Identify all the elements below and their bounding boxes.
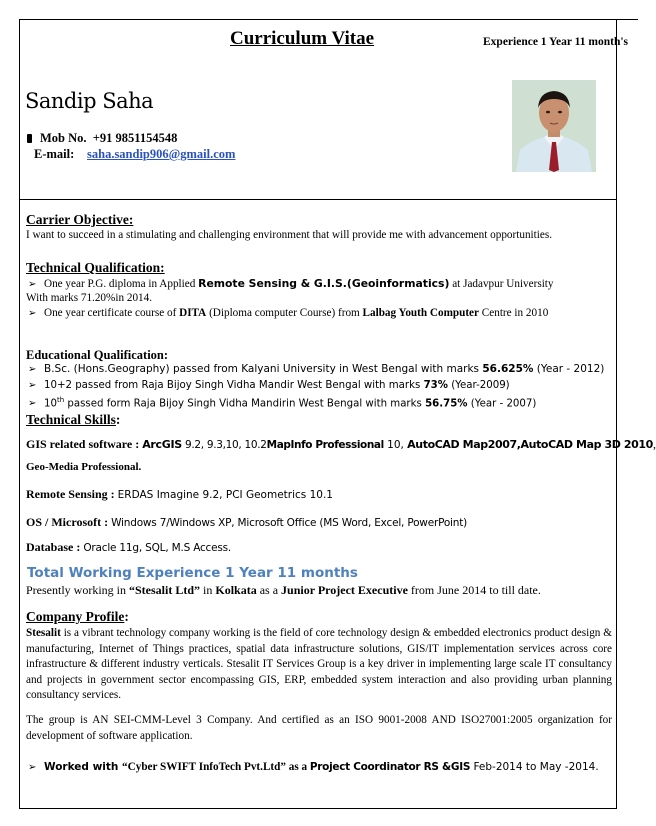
- arrow-bullet-icon: ➢: [28, 279, 37, 290]
- header-divider: [19, 199, 616, 200]
- bottom-border: [19, 808, 616, 809]
- mobile-label: Mob No.: [40, 131, 87, 145]
- previous-position-line: [28, 759, 599, 774]
- mobile-number: +91 9851154548: [92, 131, 178, 145]
- previous-position-mid: as a: [285, 761, 310, 773]
- tech-qual-item-1: [28, 277, 554, 290]
- previous-role: Project Coordinator RS &GIS: [309, 761, 471, 773]
- os-value: Windows 7/Windows XP, Microsoft Office (MS Word, Excel, PowerPoint): [111, 517, 468, 529]
- mobile-phone-icon: [27, 134, 32, 143]
- database-value: Oracle 11g, SQL, M.S Access.: [83, 542, 232, 554]
- current-city: Kolkata: [215, 583, 257, 597]
- email-link[interactable]: saha.sandip906@gmail.com: [87, 147, 236, 161]
- company-name-bold: Stesalit: [26, 627, 61, 639]
- tech-qual-item-2-bold: DITA: [179, 307, 207, 319]
- technical-skills-heading-line: Technical Skills:: [26, 412, 121, 427]
- profile-photo: [512, 80, 596, 172]
- total-experience-heading: Total Working Experience 1 Year 11 months: [27, 565, 358, 581]
- gis-label: GIS related software :: [26, 437, 143, 451]
- current-position-line: [26, 583, 541, 598]
- database-label: Database :: [26, 540, 84, 554]
- company-profile-text: is a vibrant technology company working is the field of core technology design & embedded electronics product design & manufacturing, Internet of Things practices, spatial data infrastructure solutions, GIS/IT implementation services across core infrastructure & different industry verticals. Stesalit IT Services Group is a key driver in implementing large scale IT consultancy and projects in government sector encompassing GIS, ERP, embedded system interaction and also providing urban planning consultancy services.: [26, 627, 612, 701]
- gis-versions: 9.2, 9.3,10, 10.2: [181, 439, 267, 451]
- tech-qual-item-2-post: Centre in 2010: [479, 307, 549, 319]
- current-position-pre: Presently working in: [26, 583, 129, 597]
- arrow-bullet-icon: ➢: [28, 364, 37, 375]
- edu-item-1-marks: 56.625%: [482, 363, 534, 375]
- gis-software-line: [26, 437, 656, 452]
- edu-item-1: [28, 363, 604, 375]
- edu-item-3-text: passed form Raja Bijoy Singh Vidha Mandirin West Bengal with marks: [64, 398, 426, 410]
- arrow-bullet-icon: ➢: [28, 308, 37, 319]
- database-line: [26, 540, 231, 555]
- cv-title: Curriculum Vitae: [230, 28, 375, 49]
- edu-item-2-year: (Year-2009): [447, 380, 510, 391]
- candidate-name: Sandip Saha: [25, 89, 154, 113]
- objective-heading: Carrier Objective:: [26, 212, 134, 227]
- gis-mapinfo-version: 10,: [383, 439, 408, 451]
- edu-item-1-year: (Year - 2012): [533, 363, 605, 375]
- current-company: “Stesalit Ltd”: [129, 583, 201, 597]
- previous-position-dates: Feb-2014 to May -2014.: [470, 761, 599, 773]
- gis-autocad-map: AutoCAD Map2007: [407, 438, 517, 451]
- previous-position-pre: Worked with: [44, 761, 123, 773]
- gis-comma: ,: [652, 437, 656, 451]
- gis-mapinfo: MapInfo Professional: [266, 439, 384, 451]
- current-role: Junior Project Executive: [281, 583, 408, 597]
- current-position-mid1: in: [200, 583, 216, 597]
- tech-qual-item-2-text: One year certificate course of: [44, 307, 180, 319]
- arrow-bullet-icon: ➢: [28, 380, 37, 391]
- educational-qualification-heading: Educational Qualification:: [26, 348, 169, 362]
- remote-sensing-line: [26, 487, 333, 502]
- arrow-bullet-icon: ➢: [28, 762, 37, 773]
- tech-qual-item-1-text: One year P.G. diploma in Applied: [44, 278, 199, 290]
- edu-item-2-text: 10+2 passed from Raja Bijoy Singh Vidha Mandir West Bengal with marks: [44, 380, 424, 391]
- company-profile-heading-line: Company Profile:: [26, 609, 129, 624]
- gis-arcgis: ArcGIS: [142, 438, 182, 451]
- mobile-line: [27, 131, 177, 146]
- email-label: E-mail:: [34, 147, 75, 161]
- tech-qual-item-1-post: at Jadavpur University: [449, 278, 554, 290]
- edu-item-3-sup: th: [56, 396, 65, 404]
- technical-qualification-heading: Technical Qualification:: [26, 260, 165, 275]
- edu-item-2-marks: 73%: [423, 380, 448, 391]
- edu-item-3: [28, 396, 536, 409]
- company-profile-paragraph-2: The group is AN SEI-CMM-Level 3 Company. And certified as an ISO 9001-2008 AND ISO27001:2005 organization for development of software application.: [26, 714, 612, 742]
- edu-item-3-year: (Year - 2007): [467, 398, 537, 410]
- os-label: OS / Microsoft :: [26, 515, 112, 529]
- edu-item-3-marks: 56.75%: [425, 398, 468, 410]
- arrow-bullet-icon: ➢: [28, 398, 37, 410]
- os-microsoft-line: [26, 515, 467, 530]
- current-position-mid2: as a: [256, 583, 282, 597]
- geomedia-line: Geo-Media Professional.: [26, 461, 142, 473]
- company-profile-paragraph-1: [26, 626, 612, 704]
- edu-item-3-pre: 10: [44, 398, 57, 410]
- experience-summary: Experience 1 Year 11 month's: [483, 36, 629, 48]
- technical-skills-heading: Technical Skills: [26, 412, 116, 427]
- gis-autocad-3d: ,AutoCAD Map 3D 2010: [516, 438, 653, 451]
- previous-company: “Cyber SWIFT InfoTech Pvt.Ltd”: [122, 761, 286, 773]
- objective-text: I want to succeed in a stimulating and challenging environment that will provide me with advancement opportunities.: [26, 229, 552, 241]
- edu-item-2: [28, 380, 510, 391]
- tech-qual-item-1-line2: With marks 71.20%in 2014.: [26, 292, 153, 304]
- edu-item-1-text: B.Sc. (Hons.Geography) passed from Kalyani University in West Bengal with marks: [44, 363, 483, 375]
- tech-qual-item-2-mid: (Diploma computer Course) from: [206, 307, 363, 319]
- company-profile-heading: Company Profile: [26, 609, 125, 624]
- remote-sensing-value: ERDAS Imagine 9.2, PCI Geometrics 10.1: [117, 489, 333, 501]
- remote-sensing-label: Remote Sensing :: [26, 487, 118, 501]
- tech-qual-item-1-bold: Remote Sensing & G.I.S.(Geoinformatics): [198, 277, 450, 290]
- current-position-dates: from June 2014 to till date.: [407, 583, 541, 597]
- tech-qual-item-2: [28, 307, 548, 319]
- tech-qual-item-2-bold2: Lalbag Youth Computer: [362, 307, 479, 319]
